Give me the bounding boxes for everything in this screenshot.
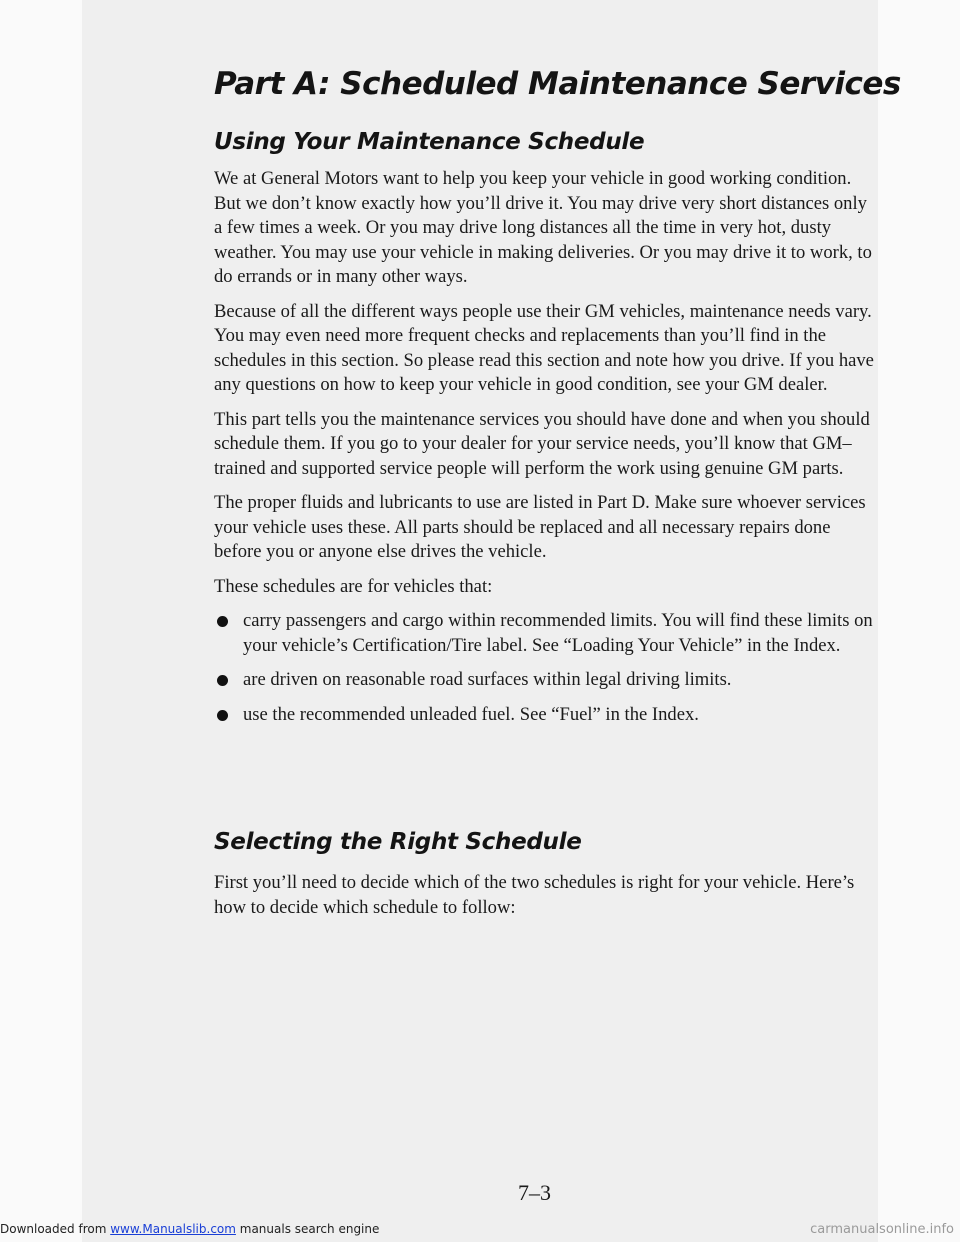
manualslib-link[interactable]: www.Manualslib.com	[110, 1222, 236, 1236]
bullet-icon	[217, 675, 228, 686]
section-heading-selecting-schedule: Selecting the Right Schedule	[214, 829, 582, 855]
paragraph: These schedules are for vehicles that:	[214, 575, 493, 597]
list-item-text: carry passengers and cargo within recommended limits. You will find these limits on your vehicle’s Certification/Tire label. See “Loading Your Vehicle” in the Index.	[243, 610, 873, 656]
banner-prefix: Downloaded from	[0, 1222, 111, 1236]
page-number: 7–3	[518, 1180, 551, 1205]
bullet-icon	[217, 616, 228, 627]
bullet-list	[214, 609, 876, 727]
list-item	[214, 668, 876, 693]
paragraph: First you’ll need to decide which of the two schedules is right for your vehicle. Here’s how to decide which schedule to follow:	[214, 872, 855, 918]
paragraph: Because of all the different ways people use their GM vehicles, maintenance needs vary. You may even need more frequent checks and replacements than you’ll find in the schedules in this section. So please read this section and note how you drive. If you have any questions on how to keep your vehicle in good condition, see your GM dealer.	[214, 300, 874, 395]
list-item	[214, 703, 876, 728]
section-body-using-schedule	[214, 167, 876, 737]
list-item-text: use the recommended unleaded fuel. See “Fuel” in the Index.	[243, 703, 699, 725]
paragraph: The proper fluids and lubricants to use are listed in Part D. Make sure whoever services your vehicle uses these. All parts should be replaced and all necessary repairs done before you or anyone else drives the vehicle.	[214, 492, 866, 562]
paragraph: We at General Motors want to help you keep your vehicle in good working condition. But we don’t know exactly how you’ll drive it. You may drive very short distances only a few times a week. Or you may drive long distances all the time in very hot, dusty weather. You may use your vehicle in making deliveries. Or you may drive it to work, to do errands or in many other ways.	[214, 168, 872, 287]
bullet-icon	[217, 710, 228, 721]
watermark-text: carmanualsonline.info	[810, 1222, 954, 1237]
section-heading-using-schedule: Using Your Maintenance Schedule	[214, 129, 645, 155]
list-item-text: are driven on reasonable road surfaces within legal driving limits.	[243, 669, 732, 690]
section-body-selecting-schedule	[214, 871, 876, 930]
page-title: Part A: Scheduled Maintenance Services	[214, 66, 901, 102]
list-item	[214, 609, 876, 658]
paragraph: This part tells you the maintenance services you should have done and when you should schedule them. If you go to your dealer for your service needs, you’ll know that GM–trained and supported service people will perform the work using genuine GM parts.	[214, 408, 870, 479]
download-banner	[0, 1222, 379, 1236]
banner-suffix: manuals search engine	[235, 1222, 380, 1236]
